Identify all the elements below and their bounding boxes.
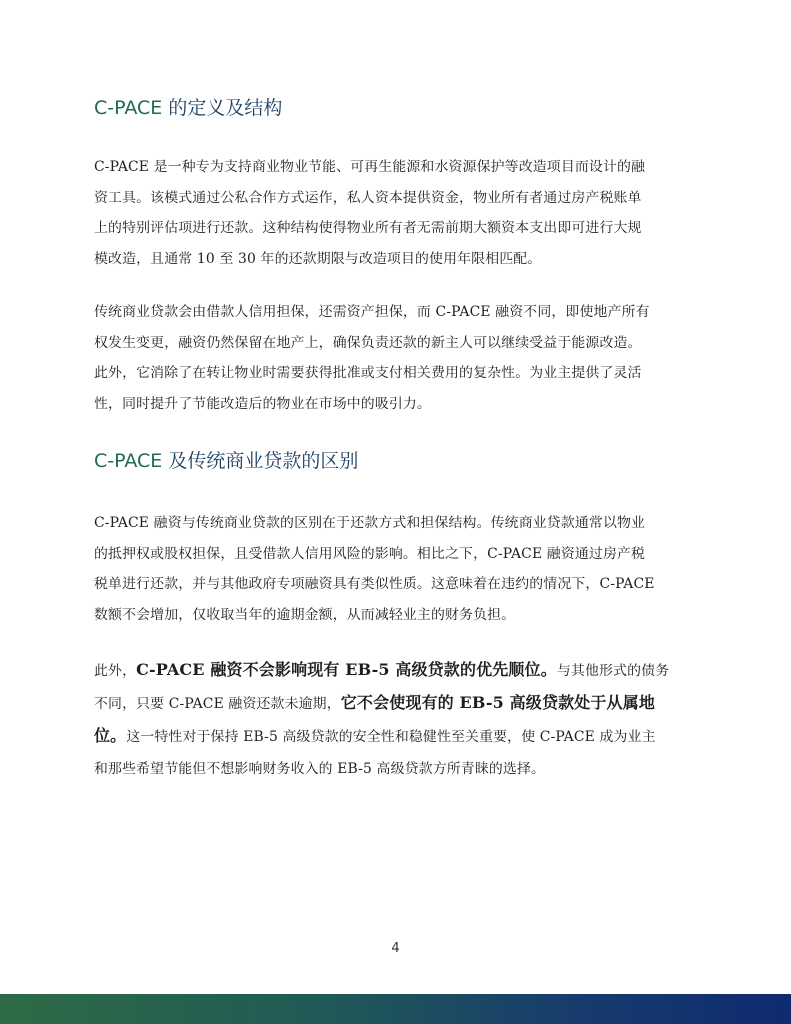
- paragraph-line: 数额不会增加，仅收取当年的逾期金额，从而减轻业主的财务负担。: [94, 606, 516, 623]
- paragraph-line: 的抵押权或股权担保，且受借款人信用风险的影响。相比之下，C-PACE 融资通过房产税: [94, 545, 646, 562]
- paragraph-structure: [94, 297, 698, 419]
- paragraph-definition: [94, 152, 698, 274]
- section-heading-definition: [94, 96, 282, 120]
- paragraph-line: [94, 687, 698, 720]
- text-run: 与其他形式的债务: [556, 663, 670, 679]
- paragraph-line: 税单进行还款，并与其他政府专项融资具有类似性质。这意味着在违约的情况下，C-PACE: [94, 576, 655, 592]
- paragraph-line: 上的特别评估项进行还款。这种结构使得物业所有者无需前期大额资本支出即可进行大规: [94, 220, 642, 236]
- paragraph-line: 传统商业贷款会由借款人信用担保，还需资产担保，而 C-PACE 融资不同，即使地产所有: [94, 304, 650, 320]
- text-run: 不同，只要 C-PACE 融资还款未逾期，: [94, 696, 341, 712]
- paragraph-line: 此外，它消除了在转让物业时需要获得批准或支付相关费用的复杂性。为业主提供了灵活: [94, 365, 642, 381]
- paragraph-line: 和那些希望节能但不想影响财务收入的 EB-5 高级贷款方所青睐的选择。: [94, 761, 546, 777]
- heading-cjk-text: 及传统商业贷款的区别: [162, 450, 359, 472]
- heading-latin-text: C-PACE: [94, 97, 163, 119]
- text-run: 这一特性对于保持 EB-5 高级贷款的安全性和稳健性至关重要，使 C-PACE 成为业主: [126, 729, 656, 745]
- paragraph-difference: [94, 508, 698, 630]
- heading-cjk-text: 的定义及结构: [162, 97, 283, 119]
- paragraph-line: [94, 720, 698, 753]
- footer-gradient-bar: [0, 994, 791, 1024]
- paragraph-line: 资工具。该模式通过公私合作方式运作，私人资本提供资金，物业所有者通过房产税账单: [94, 189, 642, 206]
- heading-latin-text: C-PACE: [94, 450, 163, 472]
- paragraph-line: C-PACE 是一种专为支持商业物业节能、可再生能源和水资源保护等改造项目而设计的融: [94, 159, 646, 175]
- emphasis-text: 位。: [94, 726, 127, 745]
- text-run: 此外，: [94, 663, 137, 679]
- page-number: 4: [391, 941, 400, 956]
- paragraph-line: 权发生变更，融资仍然保留在地产上，确保负责还款的新主人可以继续受益于能源改造。: [94, 334, 642, 351]
- section-heading-difference: [94, 449, 358, 473]
- paragraph-line: 模改造，且通常 10 至 30 年的还款期限与改造项目的使用年限相匹配。: [94, 250, 542, 267]
- paragraph-priority: [94, 654, 698, 785]
- paragraph-line: 性，同时提升了节能改造后的物业在市场中的吸引力。: [94, 395, 431, 412]
- paragraph-line: [94, 654, 698, 687]
- paragraph-line: C-PACE 融资与传统商业贷款的区别在于还款方式和担保结构。传统商业贷款通常以物业: [94, 515, 646, 531]
- emphasis-text: 它不会使现有的 EB-5 高级贷款处于从属地: [340, 693, 655, 712]
- emphasis-text: C-PACE 融资不会影响现有 EB-5 高级贷款的优先顺位。: [136, 660, 557, 679]
